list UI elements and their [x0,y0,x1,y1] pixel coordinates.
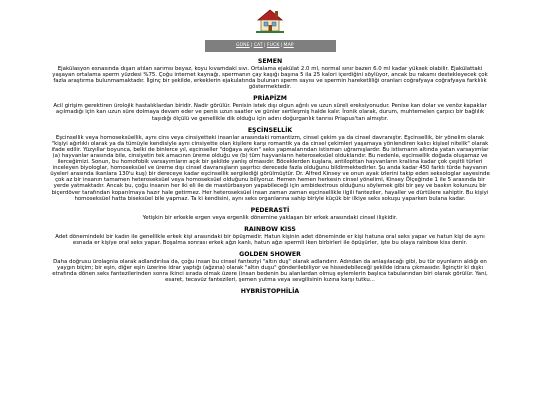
nav-separator: | [264,43,266,48]
section-text-rainbow-kiss: Adet dönemindeki bir kadın ile genellikle erkek kişi arasındaki bir öpüşmedir. Hatun kişinin adet döneminde er kişi hatuna oral seks yapar ve hatun kişi de aynı esnada er kişiye oral seks yapar. Boşalma sonrası erkek ağzı kanlı, hatun ağzı spermli iken birbirleri ile öpüşürler, işte bu olaya rainbow kiss denir. [55,233,485,246]
section-title-hybristophilia: HYBRİSTOPHİLİA [240,288,300,296]
nav-link-fuck[interactable]: FUCK [266,43,280,48]
section-text-priapizm: Acil girişim gerektiren ürolojik hastalıklardan biridir. Nadir görülür. Penisin istek dışı olgun ağrılı ve uzun süreli ereksiyonudur. Penise kan dolar ve venöz kapaklar açılmadığı için kan uzun süre dolmaya devam eder ve penis uzun saatler ve günler sertleşmiş halde kalır. İronik olarak, durum, muhtemelen çarpıcı bir bağlılık taşıdığı ölçülü ve genellikle dik olduğu için adını doğurganlık tanrısı Priapus'tan almıştır. [53,103,487,122]
section-text-pederasti: Yetişkin bir erkekle ergen veya ergenlik dönemine yaklaşan bir erkek arasındaki cinsel ilişkidir. [142,214,398,221]
house-icon[interactable] [255,6,285,36]
section-text-semen: Ejakülasyon esnasında dışarı atılan sarımsı beyaz, koyu kıvamdaki sıvı. Ortalama ejakülat 2.0 ml, normal sınır bazen 6.0 ml kadar yüksek olabilir. Ejakülattaki yaşayan ortalama sperm yüzdesi %75. Çoğu internet kaynağı, spermanın çay kaşığı başına 5 ila 25 kalori içerdiğini söylüyor, ancak bu rakamı destekleyecek çok fazla araştırma bulunmamaktadır. İlginç bir şekilde, erkeklerin ejakulatında bulunan sperm sayısı ve spermin hareketliliği oranları coğrafyaya coğrafyaya farklılık göstermektedir. [52,66,488,91]
nav-link-cat[interactable]: CAT [253,43,263,48]
section-text-golden-shower: Daha doğrusu ürolagnia olarak adlandırılsa da, çoğu insan bu cinsel fanteziyi "altın duş" olarak adlandırır. Adından da anlaşılacağı gibi, bu tür oyunların aldığı en yaygın biçim; bir eşin, diğer eşin üzerine idrar yaptığı (ağzına) olarak "altın duşu" gönderilebiliyor ve hissedebileceği şekilde idrara çıkmasıdır. İlginçtir ki dışkı etrafında dönen seks fantezilerinden sonra ikinci sırada olmak üzere (insan bedenin bu alanlardan olmuş eylemlerin başlıca tabularından biri olarak görülür. Yani, esaret, tecavüz fantezileri, şemen yutma veya sevgilisinin kızına karşı tutku... [52,258,488,284]
nav-links [236,43,294,48]
section-text-escinsellik: Eşcinsellik veya homoseksüellik, aynı cins veya cinsiyetteki insanlar arasındaki romantizm, cinsel çekim ya da cinsel davranıştır. Eşcinsellik, bir yönelim olarak "kişiyi ağırlıklı olarak ya da tümüyle kendisiyle aynı cinsiyette olan kişilere karşı romantik ya da cinsel çekimleri yaşamaya yönlendiren kalıcı kişisel nitelik" olarak ifade edilir. Yüzyıllar boyunca, belki de binlerce yıl, eşcinseller "doğaya aykırı" seks yapmalarından istismarı uğramışlardır. Bu istismarın altında yatan varsayımlar (a) hayvanlar arasında bile, cinsiyetin tek amacının üreme olduğu ve (b) tüm hayvanların heteroseksüel olduklarıdır. Bu nedenle, eşcinsellik doğada oluşamaz ve ilerceğimizi. Sonun, bu homofobik varsayımların açık bir şekilde yanlış olmasıdır. Böceklerden kuşlara, antilopttan hayvanların kraliına kadar çok çeşitli türleri inceleyen biyologlar, homoseksüel ve üreme dışı cinsel davranışların şaşırtıcı derecede fazla olduğunu bildirmektedirler. Şu anda kadar 450 farklı türde hayvanın üyeleri arasında ikanlara 130'u kuş) bir dereceye kadar eşcinsellik sergilediği görülmüştür. Dr. Alfred Kinsey ve onun ayak izlerini takip eden seksologlar sayesinde çok az bir insanın tamamen heteroseksüel veya homoseksüel olduğunu biliyoruz. Hemen hemen herkesin cinsel yönelimi, Kinsey Ölçeğinde 1 ile 5 arasında bir yerde yatmaktadır. Ancak bu, çoğu insanın her iki eli ile de mastürbasyon yapabileceği için ambidextrous olduğunu söylemek gibi bir şey ve baskın kolunuzu bir biçerdöver tarafından koparılmaya hazır hale getirmez. Her heteroseksüel insan zaman zaman eşcinsellikle ilgili fanteziler, hayaller ve dürtülere sahiptir. Bu kişiyi homoseksüel hatta biseksüel bile yapmaz. Ta ki kendisini, aynı seks organlarına sahip biriyle küçük bir ilkiye seks sokuşu yaparken bulana kadar. [50,134,490,202]
section-title-escinsellik: EŞCİNSELLİK [247,126,293,134]
article-content [50,58,490,296]
nav-link-home[interactable]: GÜNE [236,43,250,48]
section-title-semen: SEMEN [257,58,283,65]
section-title-priapizm: PRİAPİZM [253,95,287,103]
section-title-pederasti: PEDERASTİ [250,206,290,214]
nav-link-map[interactable]: MAP [283,43,294,48]
section-title-golden-shower: GOLDEN SHOWER [239,250,301,258]
nav-separator: | [250,43,253,48]
section-title-rainbow-kiss: RAINBOW KISS [244,225,296,233]
nav-separator: | [280,43,283,48]
